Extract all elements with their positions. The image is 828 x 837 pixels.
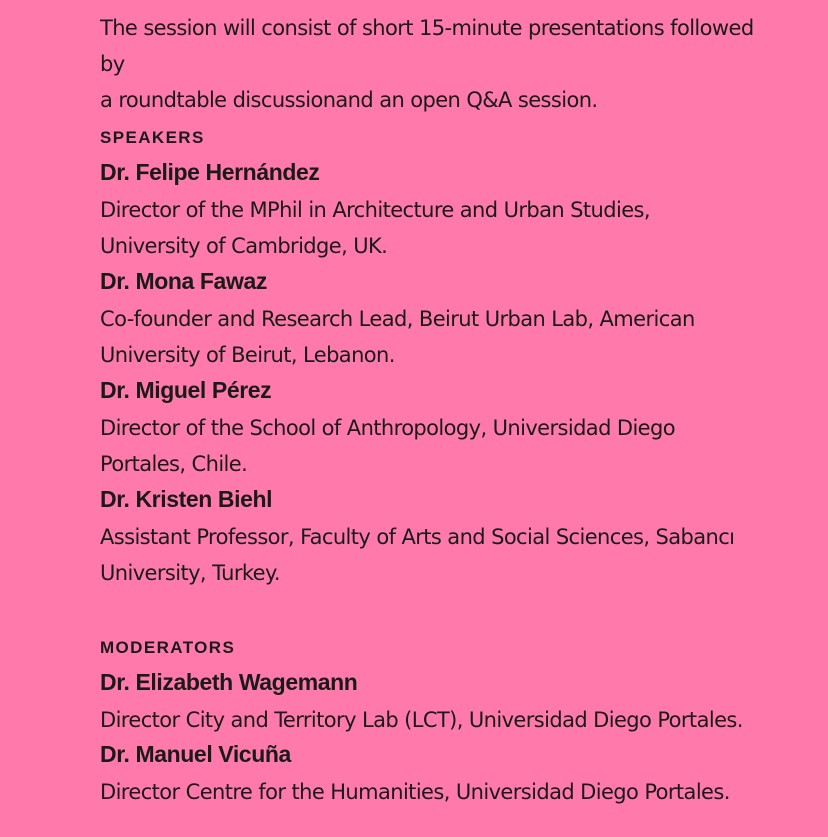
moderator-name: Dr. Manuel Vicuña <box>100 741 291 767</box>
session-description <box>100 10 780 118</box>
speaker-affiliation <box>100 192 740 264</box>
speaker-affiliation-line: Assistant Professor, Faculty of Arts and Social Sciences, Sabancı <box>100 525 735 549</box>
speaker-affiliation-line: University of Cambridge, UK. <box>100 234 388 258</box>
speaker-name: Dr. Felipe Hernández <box>100 159 320 185</box>
speaker-affiliation-line: University, Turkey. <box>100 561 280 585</box>
moderators-heading: MODERATORS <box>100 638 236 657</box>
moderator-affiliation-line: Director City and Territory Lab (LCT), Universidad Diego Portales. <box>100 708 743 732</box>
moderator-affiliation-line: Director Centre for the Humanities, Universidad Diego Portales. <box>100 780 730 804</box>
speakers-heading: SPEAKERS <box>100 128 205 147</box>
moderator-affiliation <box>100 702 780 738</box>
speaker-name: Dr. Mona Fawaz <box>100 268 267 294</box>
speaker-affiliation-line: University of Beirut, Lebanon. <box>100 343 395 367</box>
speaker-affiliation-line: Co-founder and Research Lead, Beirut Urban Lab, American <box>100 307 695 331</box>
speaker-affiliation-line: Director of the MPhil in Architecture and Urban Studies, <box>100 198 650 222</box>
speaker-name: Dr. Kristen Biehl <box>100 486 273 512</box>
speaker-affiliation <box>100 519 780 591</box>
moderator-name: Dr. Elizabeth Wagemann <box>100 669 358 695</box>
speaker-affiliation-line: Director of the School of Anthropology, Universidad Diego <box>100 416 675 440</box>
speaker-name: Dr. Miguel Pérez <box>100 377 272 403</box>
moderator-affiliation <box>100 774 780 810</box>
speaker-affiliation-line: Portales, Chile. <box>100 452 248 476</box>
session-description-line-2: a roundtable discussionand an open Q&A session. <box>100 88 598 112</box>
speaker-affiliation <box>100 410 740 482</box>
speaker-affiliation <box>100 301 740 373</box>
session-description-line-1: The session will consist of short 15-minute presentations followed by <box>100 16 754 76</box>
